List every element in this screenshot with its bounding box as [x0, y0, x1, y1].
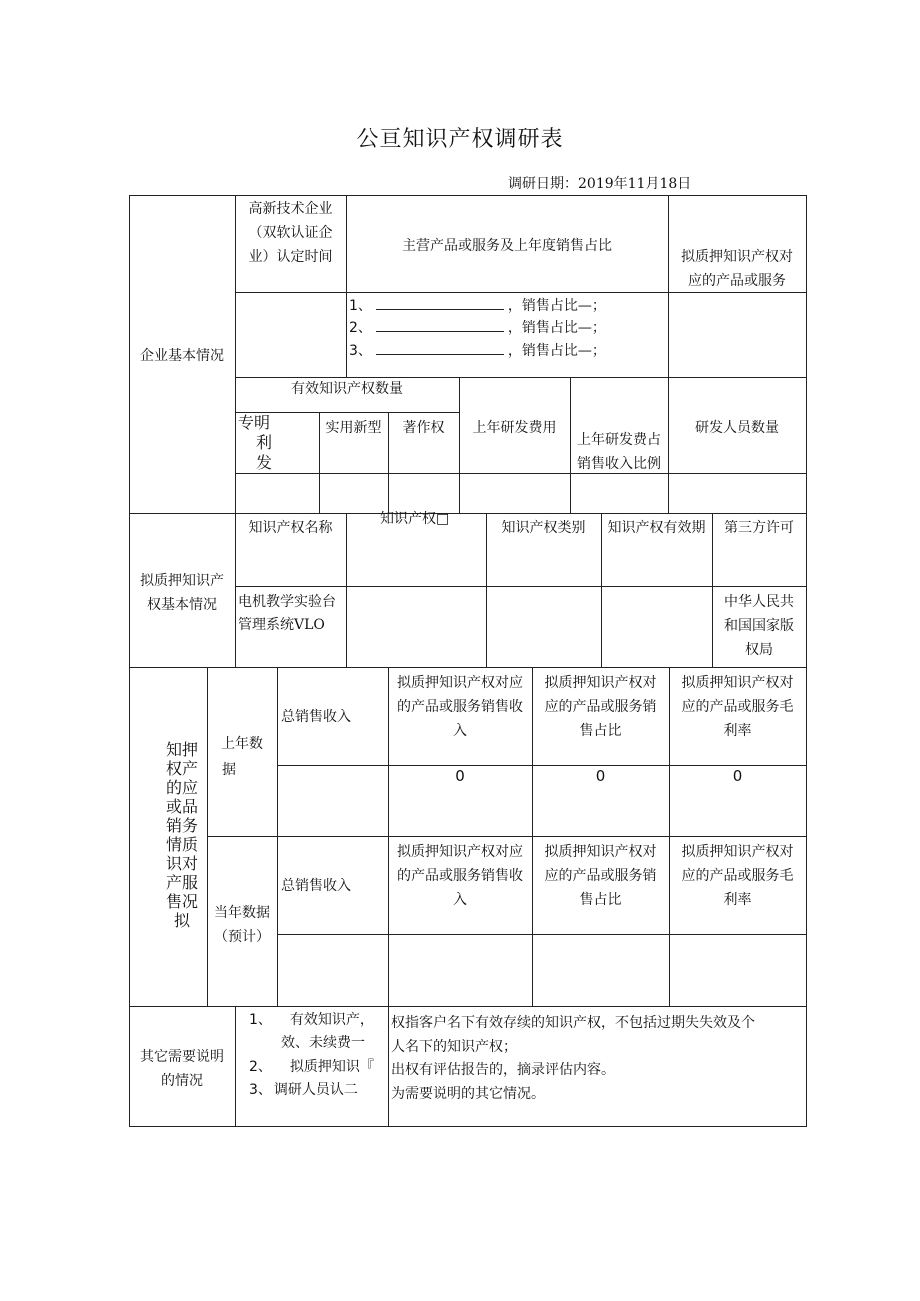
ly-value-margin: 0 — [732, 767, 743, 785]
product-line-1 — [349, 294, 606, 318]
product-name-blank[interactable] — [376, 295, 504, 310]
cy-total-revenue: 总销售收入 — [281, 878, 351, 894]
enterprise-section-label: 企业基本情况 — [140, 348, 224, 364]
utility-model-header: 实用新型 — [325, 420, 382, 436]
rd-cost-header: 上年研发费用 — [472, 420, 557, 436]
ip-validity-header: 知识产权有效期 — [607, 520, 706, 536]
product-name-blank[interactable] — [376, 340, 504, 355]
product-suffix: ，销售占比—； — [507, 343, 606, 359]
product-suffix: ，销售占比—； — [507, 320, 606, 336]
other-left-line-4 — [249, 1078, 358, 1102]
ly-total-revenue: 总销售收入 — [281, 709, 351, 725]
note-text: 有效知识产， — [289, 1012, 374, 1028]
main-products-header: 主营产品或服务及上年度销售占比 — [402, 238, 612, 254]
note-num: 1、 — [249, 1012, 272, 1028]
third-party-header: 第三方许可 — [724, 520, 794, 536]
product-num: 3、 — [349, 343, 372, 359]
ly-value-ratio: 0 — [595, 767, 606, 785]
page-title: 公亘知识产权调研表 — [356, 127, 564, 152]
note-text: 拟质押知识『 — [289, 1059, 374, 1075]
product-num: 1、 — [349, 298, 372, 314]
sales-section-label: 知押权产的应或品销务情质识对产服售况拟 — [165, 740, 198, 930]
product-name-blank[interactable] — [376, 317, 504, 332]
other-left-line-3 — [249, 1055, 374, 1079]
survey-date: 调研日期：2019年11月18日 — [508, 176, 692, 192]
other-left-line-1 — [249, 1008, 374, 1032]
product-num: 2、 — [349, 320, 372, 336]
product-line-3 — [349, 339, 606, 363]
product-line-2 — [349, 316, 606, 340]
ip-count-header: 有效知识产权数量 — [291, 381, 403, 397]
note-num: 2、 — [249, 1059, 272, 1075]
ip-type-header: 知识产权类别 — [501, 520, 586, 536]
product-suffix: ，销售占比—； — [507, 298, 606, 314]
other-left-line-2 — [281, 1031, 365, 1055]
copyright-header: 著作权 — [402, 420, 445, 436]
note-text: 效、未续费一 — [281, 1035, 365, 1051]
rd-staff-header: 研发人员数量 — [695, 420, 779, 436]
ip-name-header: 知识产权名称 — [248, 520, 333, 536]
note-num: 3、 — [249, 1082, 272, 1098]
note-text: 调研人员认二 — [273, 1082, 358, 1098]
ly-value-revenue: 0 — [455, 767, 465, 785]
ip-box-header: 知识产权□ — [380, 511, 450, 527]
